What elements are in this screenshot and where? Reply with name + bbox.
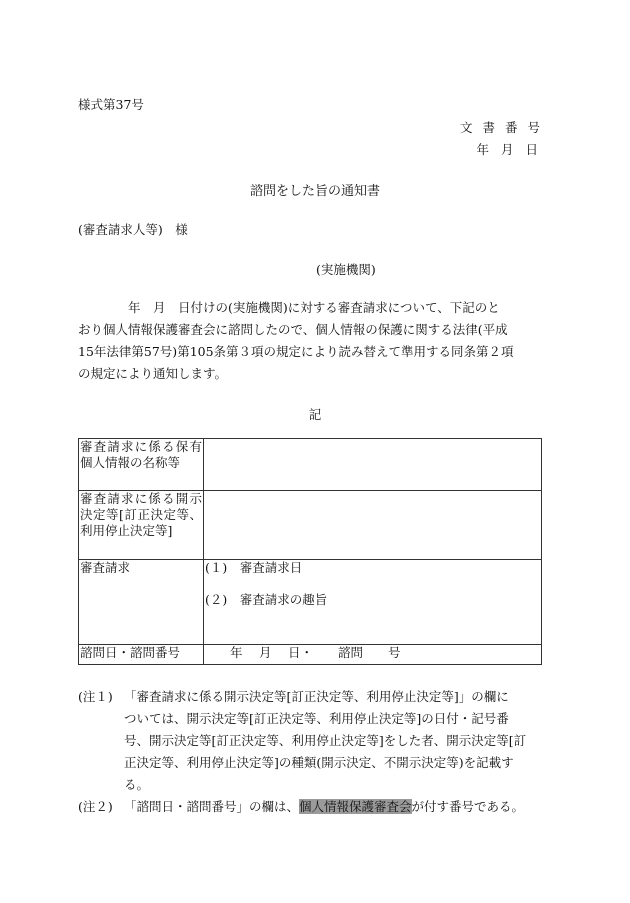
row-value-disclosure-decision bbox=[204, 491, 542, 560]
highlighted-text: 個人情報保護審査会 bbox=[299, 799, 412, 814]
body-paragraph bbox=[78, 297, 554, 385]
note-text bbox=[124, 796, 558, 818]
notes-section bbox=[78, 686, 558, 818]
note-text bbox=[124, 686, 558, 796]
note-label: (注２) bbox=[78, 799, 113, 814]
note-line: 号、開示決定等[訂正決定等、利用停止決定等]をした者、開示決定等[訂 bbox=[124, 733, 527, 748]
details-table bbox=[78, 438, 542, 665]
issuing-agency: (実施機関) bbox=[316, 262, 376, 277]
request-purpose-item: (２) 審査請求の趣旨 bbox=[205, 592, 328, 607]
note-label: (注１) bbox=[78, 689, 113, 704]
form-number: 様式第37号 bbox=[78, 97, 144, 112]
body-line: の規定により通知します。 bbox=[78, 366, 228, 381]
row-label-disclosure-decision: 審査請求に係る開示決定等[訂正決定等、利用停止決定等] bbox=[79, 491, 204, 560]
row-label-inquiry: 諮問日・諮問番号 bbox=[79, 645, 204, 665]
row-label-held-info: 審査請求に係る保有個人情報の名称等 bbox=[79, 439, 204, 491]
note-2 bbox=[78, 796, 558, 818]
note-line: 「審査請求に係る開示決定等[訂正決定等、利用停止決定等]」の欄に bbox=[124, 689, 509, 704]
request-date-item: (１) 審査請求日 bbox=[205, 560, 303, 575]
note-text-post: が付す番号である。 bbox=[411, 799, 525, 814]
note-1 bbox=[78, 686, 558, 796]
note-line: る。 bbox=[124, 777, 150, 792]
document-title: 諮問をした旨の通知書 bbox=[249, 184, 380, 199]
row-label-request: 審査請求 bbox=[79, 560, 204, 645]
row-value-held-info bbox=[204, 439, 542, 491]
body-line: 年 月 日付けの(実施機関)に対する審査請求について、下記のと bbox=[78, 300, 500, 315]
ki-heading: 記 bbox=[308, 407, 322, 422]
addressee: (審査請求人等) 様 bbox=[78, 222, 188, 237]
body-line: 15年法律第57号)第105条第３項の規定により読み替えて準用する同条第２項 bbox=[78, 344, 514, 359]
note-line: 正決定等、利用停止決定等]の種類(開示決定、不開示決定等)を記載す bbox=[124, 755, 514, 770]
table-row bbox=[79, 645, 542, 665]
document-date-label: 年月日 bbox=[476, 142, 550, 157]
note-line: ついては、開示決定等[訂正決定等、利用停止決定等]の日付・記号番 bbox=[124, 711, 509, 726]
row-value-inquiry: 年 月 日・ 諮問 号 bbox=[204, 645, 542, 665]
document-number-label: 文書番号 bbox=[459, 120, 550, 135]
note-text-pre: 「諮問日・諮問番号」の欄は、 bbox=[124, 799, 300, 814]
table-row bbox=[79, 560, 542, 645]
row-value-request bbox=[204, 560, 542, 645]
table-row bbox=[79, 439, 542, 491]
table-row bbox=[79, 491, 542, 560]
body-line: おり個人情報保護審査会に諮問したので、個人情報の保護に関する法律(平成 bbox=[78, 322, 508, 337]
